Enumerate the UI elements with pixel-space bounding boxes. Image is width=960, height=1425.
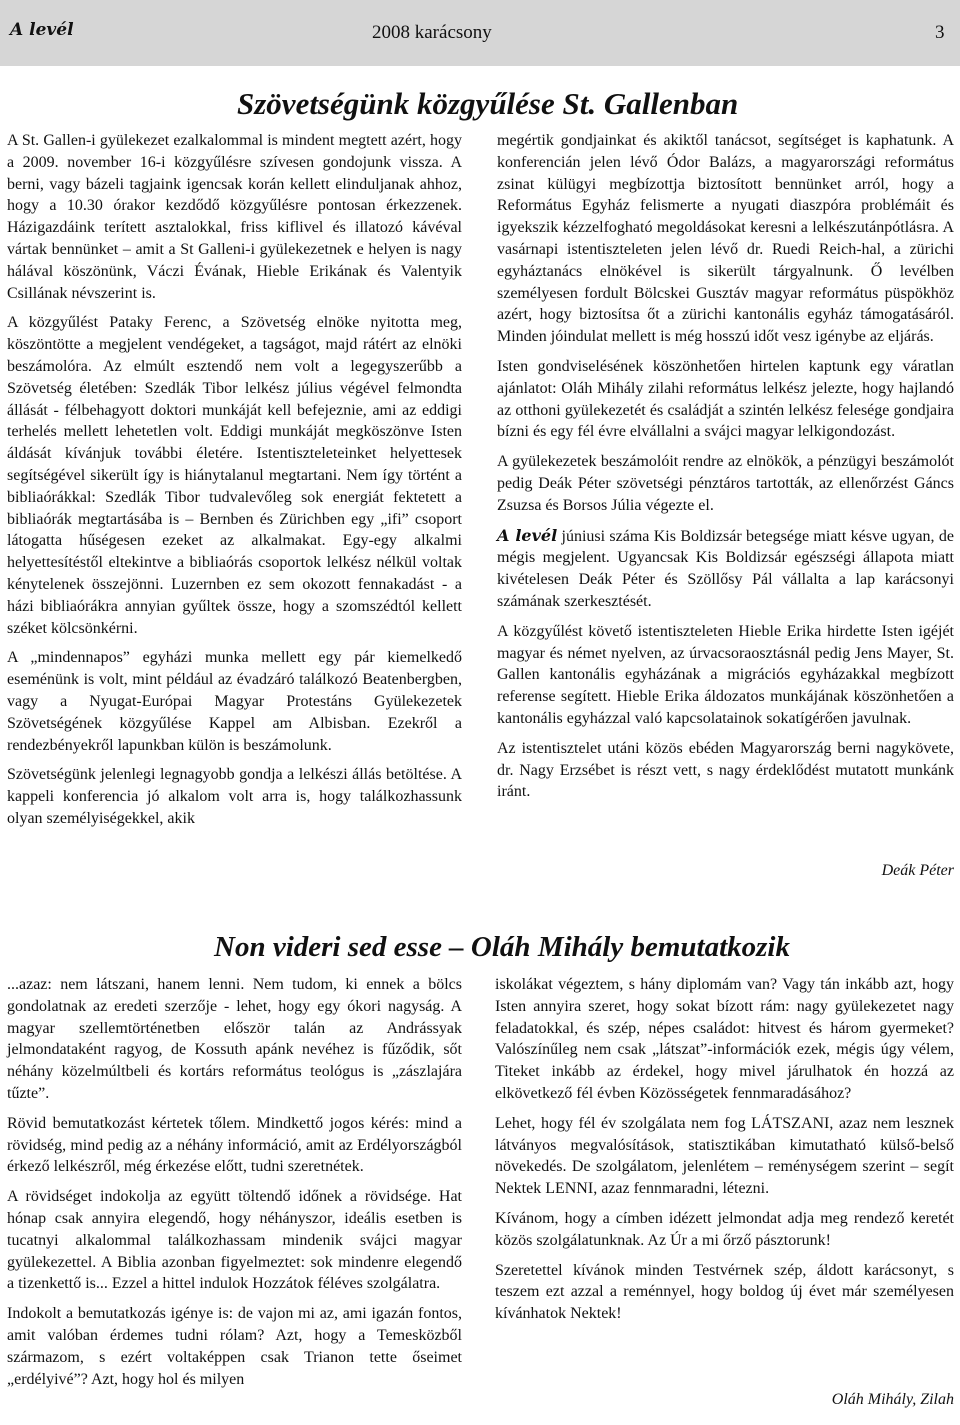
paragraph: Az istentisztelet utáni közös ebéden Magyarország berni nagykövete, dr. Nagy Erzsébet is részt vett, s nagy érdeklődést mutatott munkánk iránt. (497, 739, 954, 801)
article2-column-right (495, 974, 954, 1333)
paragraph: A rövidséget indokolja az együtt töltendő időnek a rövidsége. Hat hónap csak annyira elegendő, hogy néhányszor, ideális esetben is tucatnyi alkalommal találkozhassam mindenik svájci magyar gyülekezettel. A Biblia azonban figyelmeztet: sok mindenre elegendő a tizenkettő is... Ezzel a hittel indulok Hozzátok féléves szolgálatra. (7, 1188, 462, 1293)
article1-title: Szövetségünk közgyűlése St. Gallenban (237, 86, 739, 121)
paragraph: ...azaz: nem látszani, hanem lenni. Nem tudom, ki ennek a bölcs gondolatnak az eredeti szerzője - lehet, hogy egy ókori nagyság. A magyar szellemtörténetben először talán az Andrássyak jelmondataként ragyog, de Kossuth apánk nevéhez is fűződik, sőt néhány közelmúltbeli és kortárs református teológus is „zászlajára tűzte”. (7, 976, 462, 1102)
article1-signature: Deák Péter (881, 862, 954, 879)
paragraph: A közgyűlést Pataky Ferenc, a Szövetség elnöke nyitotta meg, köszöntötte a megjelent vendégeket, a tagságot, majd rátért az elnöki beszámolóra. Az elmúlt esztendő nem volt a legegyszerűbb a Szövetség életében: Szedlák Tibor lelkész július végével felmondta állását - félbehagyott doktori munkáját kell befejeznie, ami az eddigi terhelés mellett lehetetlen volt. Eddigi munkáját megköszönve Isten áldását kívánjuk további életére. Istentiszteleteinket helyettesek segítségével sikerült így is hiánytalanul megtartani. Nem így történt a bibliaórákkal: Szedlák Tibor tudvalevőleg sok energiát fektetett a bibliaórák megtartásába is – Bernben és Zürichben egy „ifi” csoport látogatta hűségesen ezeket az alkalmakat. Egy-egy alkalmi helyettesítéstől eltekintve a bibliaórás csoportok lelkész nélkül voltak kénytelenek összejönni. Luzernben ez sem okozott fennakadást - a házi bibliaórákra annyian gyűltek össze, hogy a szomszédtól kellett széket kölcsönkérni. (7, 314, 462, 637)
article2-title: Non videri sed esse – Oláh Mihály bemutatkozik (214, 931, 790, 963)
publication-name-inline: A levél (497, 525, 558, 545)
page-header (0, 0, 960, 66)
paragraph: Szövetségünk jelenlegi legnagyobb gondja a lelkészi állás betöltése. A kappeli konferencia jó alkalom volt arra is, hogy találkozhassunk olyan személyiségekkel, akik (7, 766, 462, 827)
paragraph: megértik gondjainkat és akiktől tanácsot, segítséget is kaphatunk. A konferencián jelen lévő Ódor Balázs, a magyarországi református zsinat külügyi megbízottja biztosított bennünket arról, hogy a Református Egyház felismerte a nyugati diaszpóra problémáit és igyekszik kézzelfogható megoldásokat keresni a lelkészutánpótlásra. A vasárnapi istentiszteleten jelen lévő dr. Ruedi Reich-hal, a zürichi egyháztanács elnökével is sikerült tárgyalnunk. Ő levélben személyesen fordult Bölcskei Gusztáv magyar református püspökhöz azért, hogy biztosítsa őt a zürichi kantonális egyház támogatásáról. Minden jóindulat mellett is még hosszú időt vesz igénybe az eljárás. (497, 132, 954, 346)
paragraph: A „mindennapos” egyházi munka mellett egy pár kiemelkedő eseménünk is volt, mint például az évadzáró találkozó Beatenbergben, vagy a Nyugat-Európai Magyar Protestáns Gyülekezetek Szövetségének közgyűlése Kappel am Albisban. Ezekről a rendezbényekről lapunkban külön is beszámolunk. (7, 649, 462, 754)
page-number: 3 (935, 22, 945, 43)
article2-signature: Oláh Mihály, Zilah (831, 1391, 954, 1408)
paragraph: Szeretettel kívánok minden Testvérnek szép, áldott karácsonyt, s teszem ezt azzal a reménnyel, hogy boldog új évet már személyesen kívánhatok Nektek! (495, 1261, 954, 1323)
paragraph: Isten gondviselésének köszönhetően hirtelen kaptunk egy váratlan ajánlatot: Oláh Mihály zilahi református lelkész jelezte, hogy hajlandó az otthoni gyülekezetét és családját a szintén lelkész felesége gondjaira bízni és egy fél évre elvállalni a svájci magyar lelkigondozást. (497, 357, 954, 441)
paragraph: iskolákat végeztem, s hány diplomám van? Vagy tán inkább azt, hogy Isten annyira szeret, hogy sokat bízott rám: nagy gyülekezetet nagy feladatokkal, és szép, népes családot: hitvest és három gyermeket? Valószínűleg nem csak „látszat”-információk ezek, mégis úgy vélem, Titeket inkább az érdekel, hogy mivel járulhatok én hozzá az elkövetkező fél évben Közösségetek fennmaradásához? (495, 976, 954, 1102)
paragraph: Indokolt a bemutatkozás igénye is: de vajon mi az, ami igazán fontos, amit valóban érdemes tudni rólam? Azt, hogy a Temesközből származom, s ezért voltaképpen csak Trianon tette őseimet „erdélyivé”? Azt, hogy hol és milyen (7, 1305, 462, 1388)
paragraph (497, 525, 954, 613)
paragraph-text: júniusi száma Kis Boldizsár betegsége miatt késve ugyan, de mégis megjelent. Ugyancsak Kis Boldizsár egészségi állapota miatt kivételesen Deák Péter és Szöllősy Pál vállalta a lap karácsonyi számának szerkesztését. (497, 527, 954, 610)
article2-column-left (7, 974, 462, 1398)
paragraph: A St. Gallen-i gyülekezet ezalkalommal is mindent megtett azért, hogy a 2009. november 16-i közgyűlésre szívesen gondojunk vissza. A berni, vagy bázeli tagjaink igencsak korán kellett elinduljanak ahhoz, hogy a 10.30 órakor kezdődő közgyűlésre pontosan érkezzenek. Házigazdáink terített asztalokkal, friss kiflivel és illatozó kávéval vártak bennünket – amit a St Galleni-i gyülekezetnek e helyen is nagy hálával köszönünk, Váczi Évának, Hieble Erikának és Valentyik Csillának névszerint is. (7, 132, 462, 302)
article1-column-right (497, 130, 954, 811)
publication-name: A levél (10, 20, 74, 40)
article1-column-left (7, 130, 462, 838)
paragraph: Rövid bemutatkozást kértetek tőlem. Mindkettő jogos kérés: mind a rövidség, mind pedig az a néhány információ, amit az Erdélyországból érkező lelkészről, még érkezése előtt, tudni szeretnétek. (7, 1114, 462, 1176)
paragraph: A közgyűlést követő istentiszteleten Hieble Erika hirdette Isten igéjét magyar és német nyelven, az úrvacsoraosztásnál pedig Jens Mayer, St. Gallen kantonális egyházának a migrációs egyházakkal megbízott referense segített. Hieble Erika áldozatos munkájának köszönhetően a kantonális egyházzal való kapcsolatainok sokatígérően javulnak. (497, 622, 954, 727)
paragraph: A gyülekezetek beszámolóit rendre az elnökök, a pénzügyi beszámolót pedig Deák Péter szövetségi pénztáros tartották, az ellenőrzést Gáncs Zsuzsa és Borsos Júlia végezte el. (497, 453, 954, 514)
paragraph: Kívánom, hogy a címben idézett jelmondat adja meg rendező keretét közös szolgálatunknak. Az Úr a mi őrző pásztorunk! (495, 1209, 954, 1249)
paragraph: Lehet, hogy fél év szolgálata nem fog LÁTSZANI, azaz nem lesznek látványos megvalósítások, statisztikában kimutatható külső-belső növekedés. De szolgálatom, jelenlétem – reménységem szerint – segít Nektek LENNI, azaz fennmaradni, létezni. (495, 1114, 954, 1198)
issue-date: 2008 karácsony (372, 22, 492, 43)
